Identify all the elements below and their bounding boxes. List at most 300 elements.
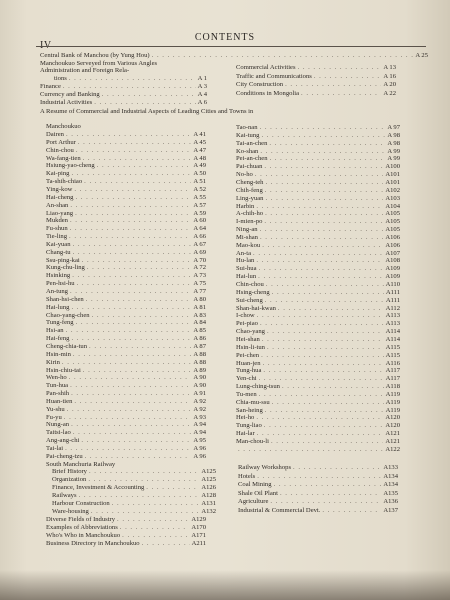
entry-page: A 99	[387, 147, 400, 155]
toc-entry	[236, 336, 400, 343]
leader-dots	[267, 328, 384, 335]
entry-title: Kai-yuan	[46, 240, 71, 248]
toc-entry	[46, 155, 206, 162]
entry-page: A 98	[387, 131, 400, 139]
entry-title: Hsinking	[46, 272, 71, 280]
toc-entry	[46, 359, 206, 366]
entry-page: A115	[385, 351, 400, 359]
entry-title: Tai-lai	[46, 445, 64, 452]
entry-page: A106	[385, 241, 400, 249]
leader-dots	[266, 281, 384, 288]
toc-entry	[238, 464, 398, 471]
toc-entry	[46, 406, 206, 413]
leader-dots	[146, 484, 199, 491]
entry-page: A 89	[193, 366, 206, 374]
leader-dots	[70, 288, 191, 295]
leader-dots	[83, 367, 192, 374]
toc-entry	[46, 178, 206, 185]
entry-page: A108	[385, 257, 400, 265]
page-title: CONTENTS	[194, 32, 256, 43]
leader-dots	[263, 367, 383, 374]
entry-title: Dairen	[46, 131, 64, 138]
toc-entry	[54, 75, 207, 82]
entry-page: A113	[385, 320, 400, 328]
toc-entry	[46, 398, 206, 405]
entry-page: A 22	[383, 89, 396, 97]
toc-entry	[46, 540, 206, 547]
leader-dots	[142, 540, 190, 547]
toc-entry	[46, 280, 206, 287]
entry-page: A 64	[193, 225, 206, 233]
entry-page: A126	[201, 484, 216, 491]
entry-page: A 85	[193, 327, 206, 335]
leader-dots	[259, 265, 384, 272]
leader-dots	[63, 83, 196, 90]
entry-page: A112	[385, 304, 400, 312]
toc-entry	[52, 468, 216, 475]
entry-title: Tun-hua	[46, 382, 69, 390]
entry-title: Pen-hsi-hu	[46, 280, 75, 288]
toc-entry	[236, 438, 400, 445]
toc-entry	[236, 218, 400, 225]
leader-dots	[265, 297, 384, 304]
toc-entry	[46, 382, 206, 389]
entry-title: I-mien-po	[236, 218, 263, 226]
entry-page: A101	[385, 178, 400, 186]
entry-title: Business Directory in Manchoukuo	[46, 540, 140, 547]
leader-dots	[92, 312, 192, 319]
toc-entry	[236, 328, 400, 335]
entry-page: A 81	[193, 303, 206, 311]
entry-title: Commercial Activities	[236, 64, 296, 71]
entry-page: A100	[385, 163, 400, 171]
leader-dots	[280, 490, 381, 497]
section-heading: A Resume of Commercial and Industrial Aspects of Leading Cities and Towns in	[40, 108, 254, 115]
leader-dots	[62, 359, 191, 366]
leader-dots	[282, 383, 384, 390]
entry-title: Wen-ho	[46, 374, 67, 382]
toc-entry	[236, 312, 400, 319]
toc-entry	[236, 210, 400, 217]
toc-entry	[236, 234, 400, 241]
leader-dots	[264, 163, 383, 170]
toc-entry	[236, 320, 400, 327]
entry-page: A131	[201, 500, 216, 507]
entry-title: Nung-an	[46, 421, 70, 429]
entry-page: A 87	[193, 342, 206, 350]
entry-title: Pei-chen	[236, 351, 260, 359]
entry-title: Hai-lun	[236, 273, 257, 281]
leader-dots	[76, 319, 192, 326]
entry-page: A105	[385, 210, 400, 218]
entry-page: A170	[191, 524, 206, 531]
entry-page: A114	[385, 328, 400, 336]
toc-entry	[46, 194, 206, 201]
entry-title: Chin-chou	[46, 146, 74, 154]
leader-dots	[71, 421, 191, 428]
leader-dots	[94, 99, 195, 106]
toc-entry	[52, 484, 216, 491]
leader-dots	[73, 429, 192, 436]
entry-page: A 91	[193, 390, 206, 398]
leader-dots	[293, 464, 381, 471]
toc-entry	[236, 352, 400, 359]
entry-title: Hai-lar	[236, 430, 255, 438]
entry-page: A129	[191, 516, 206, 523]
header-rule	[36, 46, 426, 47]
entry-title: Harbin	[236, 202, 255, 210]
toc-entry	[46, 429, 206, 436]
entry-page: A 73	[193, 272, 206, 280]
entry-page: A136	[383, 498, 398, 506]
entry-title: Wa-fang-tien	[46, 154, 81, 162]
entry-title: Examples of Abbreviations	[46, 524, 118, 531]
leader-dots	[322, 507, 381, 514]
toc-entry	[236, 289, 400, 296]
entry-title: Lung-ching-tsun	[236, 383, 280, 391]
toc-entry	[46, 170, 206, 177]
leader-dots	[86, 296, 192, 303]
toc-entry	[238, 490, 398, 497]
section-heading: Manchoukuo	[46, 123, 81, 130]
leader-dots	[87, 264, 192, 271]
leader-dots	[257, 430, 384, 437]
leader-dots	[301, 90, 381, 97]
entry-title: Chao-yang-chen	[46, 311, 90, 319]
leader-dots	[83, 155, 192, 162]
leader-dots	[263, 360, 384, 367]
entry-title: Ko-shan	[236, 147, 259, 155]
toc-entry	[46, 343, 206, 350]
entry-title: Coal Mining	[238, 481, 272, 489]
toc-entry	[236, 344, 400, 351]
entry-page: A 55	[193, 193, 206, 201]
leader-dots	[91, 508, 200, 515]
toc-entry	[40, 91, 207, 98]
entry-page: A 96	[193, 452, 206, 460]
leader-dots	[259, 391, 384, 398]
leader-dots	[65, 445, 191, 452]
leader-dots	[257, 312, 384, 319]
entry-page: A 97	[387, 124, 400, 131]
entry-title: Tie-ling	[46, 233, 68, 241]
leader-dots	[285, 81, 381, 88]
entry-title: Pei-an-chen	[236, 155, 268, 163]
toc-entry	[236, 367, 400, 374]
leader-dots	[73, 249, 192, 256]
entry-title: An-ta	[236, 249, 252, 257]
entry-page: A 90	[193, 374, 206, 382]
entry-page: A119	[385, 398, 400, 406]
toc-entry	[52, 500, 216, 507]
entry-title: Ying-kow	[46, 185, 73, 193]
leader-dots	[66, 327, 192, 334]
toc-entry	[46, 453, 206, 460]
toc-entry	[236, 281, 400, 288]
leader-dots	[74, 186, 191, 193]
entry-title: Kung-chu-ling	[46, 264, 85, 272]
leader-dots	[256, 414, 383, 421]
leader-dots	[64, 414, 192, 421]
entry-title: Tung-hua	[236, 367, 262, 375]
entry-title: Mao-kou	[236, 241, 261, 249]
entry-title: Man-chou-li	[236, 438, 269, 445]
entry-page: A 70	[193, 256, 206, 264]
entry-title: Harbour Construction	[52, 500, 110, 507]
toc-entry	[46, 186, 206, 193]
entry-page: A117	[385, 375, 400, 383]
entry-title: Ning-an	[236, 226, 258, 234]
leader-dots	[260, 226, 384, 233]
entry-page: A107	[385, 249, 400, 257]
leader-dots	[89, 468, 199, 475]
entry-page: A 50	[193, 170, 206, 178]
toc-entry	[46, 445, 206, 452]
entry-page: A 69	[193, 248, 206, 256]
leader-dots	[272, 289, 384, 296]
leader-dots	[71, 335, 191, 342]
toc-entry	[236, 430, 400, 437]
entry-page: A111	[385, 288, 400, 296]
toc-entry	[236, 226, 400, 233]
toc-entry	[236, 391, 400, 398]
entry-title: No-ho	[236, 171, 253, 179]
entry-title: Tung-feng	[46, 319, 74, 327]
leader-dots	[88, 476, 199, 483]
entry-title: Industrial & Commercial Devt.	[238, 507, 321, 514]
entry-page: A114	[385, 335, 400, 343]
entry-page: A 94	[193, 421, 206, 429]
entry-page: A119	[385, 406, 400, 414]
entry-title: Agriculture	[238, 498, 269, 506]
entry-page: A121	[385, 438, 400, 445]
entry-page: A 93	[193, 413, 206, 421]
entry-title: Tu-men	[236, 390, 257, 398]
entry-page: A 90	[193, 382, 206, 390]
toc-entry	[236, 414, 400, 421]
entry-title: Hai-feng	[46, 335, 70, 343]
toc-entry	[236, 163, 400, 170]
entry-page: A109	[385, 265, 400, 273]
entry-page: A 84	[193, 319, 206, 327]
toc-entry	[236, 81, 396, 88]
leader-dots	[120, 524, 190, 531]
toc-entry	[236, 383, 400, 390]
entry-page: A104	[385, 202, 400, 210]
toc-entry	[46, 304, 206, 311]
toc-entry	[236, 73, 396, 80]
leader-dots	[112, 500, 200, 507]
toc-entry	[46, 131, 206, 138]
leader-dots	[79, 492, 200, 499]
entry-title: Ware-housing	[52, 508, 89, 515]
entry-title: Yu-shu	[46, 405, 65, 413]
leader-dots	[78, 139, 192, 146]
entry-page: A111	[385, 296, 400, 304]
entry-page: A 75	[193, 280, 206, 288]
entry-title: Chih-feng	[236, 186, 263, 194]
toc-entry	[46, 374, 206, 381]
entry-page: A120	[385, 414, 400, 422]
leader-dots	[77, 280, 192, 287]
leader-dots	[71, 170, 191, 177]
toc-entry	[236, 187, 400, 194]
entry-page: A 4	[197, 91, 207, 98]
entry-title: Ta-shih-chiao	[46, 178, 83, 186]
toc-entry	[46, 202, 206, 209]
leader-dots	[70, 225, 192, 232]
entry-page: A110	[385, 281, 400, 288]
entry-title: Sui-hua	[236, 265, 257, 273]
leader-dots	[267, 344, 384, 351]
entry-page: A 96	[193, 445, 206, 452]
entry-page: A137	[383, 507, 398, 514]
entry-title: Railways	[52, 492, 77, 499]
entry-page: A119	[385, 390, 400, 398]
entry-page: A118	[385, 383, 400, 391]
leader-dots	[70, 217, 191, 224]
leader-dots	[67, 406, 192, 413]
toc-entry	[236, 90, 396, 97]
entry-title: Hsin-min	[46, 350, 71, 358]
entry-page: A105	[385, 226, 400, 234]
leader-dots	[270, 155, 386, 162]
leader-dots	[76, 147, 192, 154]
section-heading: South Manchuria Railway	[46, 461, 116, 468]
toc-entry	[46, 233, 206, 240]
leader-dots	[269, 140, 385, 147]
entry-title: Organization	[52, 476, 87, 483]
entry-page: A133	[383, 464, 398, 471]
entry-title: Administration and Foreign Rela-	[40, 67, 130, 74]
toc-entry	[46, 257, 206, 264]
entry-page: A117	[385, 367, 400, 375]
toc-entry	[46, 264, 206, 271]
toc-entry	[236, 155, 400, 162]
leader-dots	[74, 398, 191, 405]
toc-entry	[46, 249, 206, 256]
entry-page: A132	[201, 508, 216, 515]
entry-page: A 52	[193, 185, 206, 193]
leader-dots	[70, 202, 191, 209]
toc-entry	[236, 179, 400, 186]
entry-page: A106	[385, 233, 400, 241]
leader-dots	[73, 351, 191, 358]
entry-title: Hotels	[238, 472, 256, 480]
entry-page: A113	[385, 312, 400, 320]
entry-title: tions	[54, 75, 67, 82]
entry-title: Finance, Investment & Accounting	[52, 484, 145, 491]
leader-dots	[84, 178, 191, 185]
entry-page: A 92	[193, 405, 206, 413]
leader-dots	[262, 242, 383, 249]
toc-entry	[40, 67, 207, 74]
entry-title: Yen-chi	[236, 375, 257, 383]
entry-title: Kirin	[46, 358, 60, 366]
leader-dots	[256, 203, 383, 210]
leader-dots	[265, 187, 384, 194]
leader-dots	[314, 73, 382, 80]
entry-title: Railway Workshops	[238, 464, 292, 471]
leader-dots	[265, 195, 383, 202]
leader-dots	[264, 218, 383, 225]
entry-page: A 60	[193, 217, 206, 225]
entry-page: A 59	[193, 209, 206, 217]
leader-dots	[102, 91, 196, 98]
entry-title: Sui-cheng	[236, 296, 263, 304]
entry-page: A 16	[383, 72, 396, 80]
entry-page: A 47	[193, 146, 206, 154]
entry-page: A 20	[383, 81, 396, 88]
toc-entry	[236, 124, 400, 131]
entry-title: Who's Who in Manchoukuo	[46, 532, 121, 539]
entry-page: A121	[385, 430, 400, 438]
entry-page: A116	[385, 359, 400, 367]
entry-title: Chang-tu	[46, 248, 71, 256]
entry-title: Central Bank of Manchou (by Yung Hou)	[40, 52, 150, 59]
toc-entry	[236, 446, 400, 453]
leader-dots	[152, 52, 414, 59]
toc-entry	[46, 437, 206, 444]
toc-entry	[238, 473, 398, 480]
entry-page: A 95	[193, 437, 206, 445]
entry-title: Cheng-chia-tun	[46, 342, 88, 350]
leader-dots	[264, 422, 384, 429]
leader-dots	[97, 162, 192, 169]
leader-dots	[259, 375, 384, 382]
entry-page: A 49	[193, 162, 206, 170]
toc-entry	[46, 241, 206, 248]
leader-dots	[89, 343, 191, 350]
entry-title: An-shan	[46, 201, 69, 209]
toc-entry	[236, 64, 396, 71]
toc-entry	[46, 312, 206, 319]
toc-entry	[52, 476, 216, 483]
entry-page: A 86	[193, 335, 206, 343]
leader-dots	[75, 210, 191, 217]
entry-title: Hei-ho	[236, 414, 255, 422]
leader-dots	[257, 473, 381, 480]
leader-dots	[69, 233, 191, 240]
entry-title: Hu-lan	[236, 257, 255, 265]
entry-title: An-tung	[46, 288, 68, 295]
toc-entry	[46, 225, 206, 232]
leader-dots	[69, 75, 196, 82]
toc-entry	[46, 162, 206, 169]
toc-entry	[40, 99, 207, 106]
toc-entry	[40, 52, 428, 59]
leader-dots	[265, 407, 384, 414]
toc-entry	[52, 492, 216, 499]
leader-dots	[73, 241, 192, 248]
leader-dots	[261, 132, 385, 139]
entry-title: Hai-cheng	[46, 193, 74, 201]
entry-page: A 94	[193, 429, 206, 437]
leader-dots	[265, 210, 383, 217]
toc-entry	[46, 414, 206, 421]
entry-title: I-chow	[236, 312, 255, 320]
entry-title: Diverse Fields of Industry	[46, 516, 116, 523]
leader-dots	[278, 305, 384, 312]
leader-dots	[260, 124, 386, 131]
entry-page: A 88	[193, 358, 206, 366]
entry-title: Shale Oil Plant	[238, 489, 278, 497]
toc-entry	[46, 139, 206, 146]
toc-entry	[46, 296, 206, 303]
leader-dots	[71, 390, 191, 397]
leader-dots	[260, 320, 384, 327]
entry-title: Hei-shan	[236, 335, 260, 343]
